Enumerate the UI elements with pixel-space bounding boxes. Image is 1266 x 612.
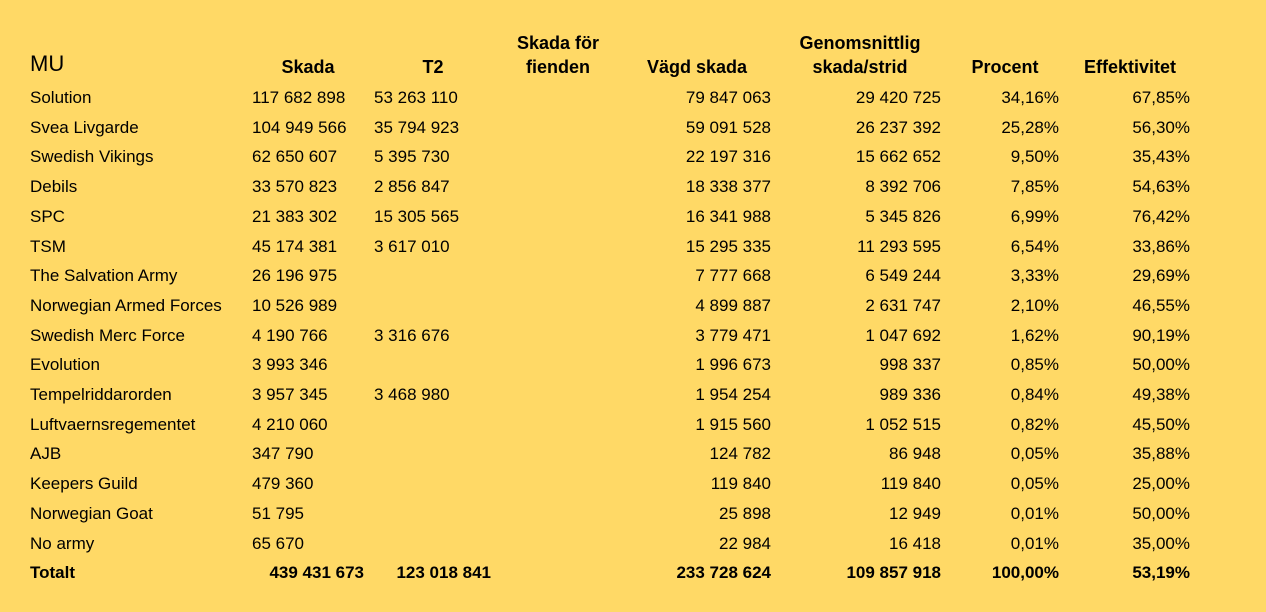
- row-snitt-cell: 5 345 826: [865, 206, 941, 226]
- row-procent-cell: 25,28%: [1001, 117, 1059, 137]
- row-mu-cell: Swedish Merc Force: [30, 325, 185, 345]
- row-t2-cell: 2 856 847: [374, 177, 450, 197]
- row-eff-cell: 50,00%: [1132, 503, 1190, 523]
- row-mu-cell: Svea Livgarde: [30, 117, 139, 137]
- row-mu-cell: TSM: [30, 236, 66, 256]
- row-skada-cell: 62 650 607: [252, 147, 338, 167]
- row-skada-cell: 104 949 566: [252, 117, 347, 137]
- row-eff-cell: 33,86%: [1132, 236, 1190, 256]
- row-snitt-cell: 2 631 747: [865, 295, 941, 315]
- row-procent-cell: 0,84%: [1010, 385, 1059, 404]
- row-vagd-cell: 22 984: [719, 533, 771, 553]
- row-vagd-cell: 1 954 254: [695, 385, 771, 404]
- row-vagd-cell: 16 341 988: [685, 206, 771, 226]
- row-eff-cell: 76,42%: [1132, 206, 1190, 226]
- row-mu-cell: Tempelriddarorden: [30, 385, 172, 404]
- row-mu-cell: Solution: [30, 88, 92, 107]
- header-snitt-line1: Genomsnittlig: [799, 33, 921, 53]
- row-eff-cell: 67,85%: [1132, 88, 1190, 107]
- row-vagd-cell: 4 899 887: [695, 295, 771, 315]
- row-snitt-cell: 16 418: [889, 533, 941, 553]
- row-skada-cell: 26 196 975: [252, 266, 338, 286]
- row-skada-cell: 3 957 345: [252, 385, 328, 404]
- row-snitt-cell: 989 336: [879, 385, 941, 404]
- row-snitt-cell: 998 337: [879, 355, 941, 375]
- row-snitt-cell: 29 420 725: [855, 88, 941, 107]
- row-eff-cell: 35,00%: [1132, 533, 1190, 553]
- row-vagd-cell: 22 197 316: [685, 147, 771, 167]
- row-snitt-cell: 15 662 652: [855, 147, 941, 167]
- header-snitt: [780, 31, 940, 79]
- row-eff-cell: 35,43%: [1132, 147, 1190, 167]
- row-eff-cell: 35,88%: [1132, 444, 1190, 464]
- row-snitt-cell: 119 840: [880, 474, 941, 494]
- row-snitt-cell: 1 052 515: [865, 414, 941, 434]
- row-t2-cell: 53 263 110: [374, 88, 458, 107]
- row-skada-cell: 479 360: [252, 474, 314, 494]
- row-skada-cell: 3 993 346: [252, 355, 328, 375]
- header-fienden-line1: Skada för: [516, 33, 600, 53]
- row-vagd-cell: 7 777 668: [695, 266, 771, 286]
- row-snitt-cell: 1 047 692: [865, 325, 941, 345]
- row-snitt-cell: 8 392 706: [865, 177, 941, 197]
- row-mu-cell: The Salvation Army: [30, 266, 178, 286]
- header-mu: MU: [30, 51, 65, 76]
- row-vagd-cell: 59 091 528: [685, 117, 771, 137]
- row-eff-cell: 90,19%: [1132, 325, 1190, 345]
- row-mu-cell: Norwegian Goat: [30, 503, 153, 523]
- row-mu-cell: Norwegian Armed Forces: [30, 295, 222, 315]
- row-procent-cell: 0,05%: [1010, 474, 1059, 494]
- row-mu-cell: Luftvaernsregementet: [30, 414, 196, 434]
- row-skada-cell: 4 190 766: [252, 325, 328, 345]
- row-eff-cell: 45,50%: [1132, 414, 1190, 434]
- row-mu-cell: Evolution: [30, 355, 100, 375]
- row-t2-cell: 35 794 923: [374, 117, 460, 137]
- total-vagd-cell: 233 728 624: [676, 563, 771, 583]
- row-vagd-cell: 3 779 471: [695, 325, 771, 345]
- row-vagd-cell: 15 295 335: [685, 236, 771, 256]
- row-skada-cell: 51 795: [252, 503, 304, 523]
- row-procent-cell: 1,62%: [1010, 325, 1059, 345]
- row-eff-cell: 46,55%: [1132, 295, 1190, 315]
- row-procent-cell: 6,54%: [1010, 236, 1059, 256]
- header-vagd: Vägd skada: [646, 57, 748, 77]
- row-procent-cell: 6,99%: [1010, 206, 1059, 226]
- header-skada: Skada: [281, 57, 335, 77]
- row-eff-cell: 29,69%: [1132, 266, 1190, 286]
- row-t2-cell: 3 617 010: [374, 236, 450, 256]
- row-skada-cell: 65 670: [252, 533, 304, 553]
- row-vagd-cell: 1 996 673: [695, 355, 771, 375]
- row-mu-cell: Swedish Vikings: [30, 147, 154, 167]
- row-procent-cell: 0,85%: [1010, 355, 1059, 375]
- row-procent-cell: 0,01%: [1010, 533, 1059, 553]
- row-vagd-cell: 1 915 560: [695, 414, 771, 434]
- row-t2-cell: 5 395 730: [374, 147, 450, 167]
- row-snitt-cell: 26 237 392: [855, 117, 941, 137]
- row-eff-cell: 54,63%: [1132, 177, 1190, 197]
- row-mu-cell: AJB: [30, 444, 62, 464]
- row-vagd-cell: 119 840: [710, 474, 771, 494]
- row-skada-cell: 33 570 823: [252, 177, 338, 197]
- row-procent-cell: 0,82%: [1010, 414, 1059, 434]
- row-skada-cell: 45 174 381: [252, 236, 338, 256]
- row-skada-cell: 10 526 989: [252, 295, 338, 315]
- total-procent-cell: 100,00%: [991, 563, 1059, 583]
- row-t2-cell: 15 305 565: [374, 206, 460, 226]
- row-snitt-cell: 6 549 244: [865, 266, 941, 286]
- row-procent-cell: 0,01%: [1010, 503, 1059, 523]
- row-eff-cell: 25,00%: [1132, 474, 1190, 494]
- row-t2-cell: 3 468 980: [374, 385, 450, 404]
- total-t2-cell: 123 018 841: [396, 563, 491, 583]
- header-procent: Procent: [971, 57, 1039, 77]
- row-procent-cell: 0,05%: [1010, 444, 1059, 464]
- row-eff-cell: 56,30%: [1132, 117, 1190, 137]
- row-mu-cell: SPC: [30, 206, 65, 226]
- row-mu-cell: Keepers Guild: [30, 474, 138, 494]
- total-mu-cell: Totalt: [30, 563, 76, 583]
- row-skada-cell: 347 790: [252, 444, 314, 464]
- total-snitt-cell: 109 857 918: [846, 563, 941, 583]
- row-vagd-cell: 79 847 063: [685, 88, 771, 107]
- total-eff-cell: 53,19%: [1132, 563, 1190, 583]
- row-procent-cell: 3,33%: [1010, 266, 1059, 286]
- header-fienden-line2: fienden: [525, 57, 590, 77]
- header-fienden: [498, 31, 618, 79]
- row-vagd-cell: 18 338 377: [685, 177, 771, 197]
- row-procent-cell: 34,16%: [1001, 88, 1059, 107]
- header-eff: Effektivitet: [1083, 57, 1177, 77]
- row-skada-cell: 21 383 302: [252, 206, 338, 226]
- row-snitt-cell: 12 949: [889, 503, 941, 523]
- row-t2-cell: 3 316 676: [374, 325, 450, 345]
- row-snitt-cell: 11 293 595: [857, 236, 941, 256]
- row-procent-cell: 7,85%: [1010, 177, 1059, 197]
- header-t2: T2: [422, 57, 444, 77]
- row-skada-cell: 4 210 060: [252, 414, 328, 434]
- row-snitt-cell: 86 948: [889, 444, 941, 464]
- row-mu-cell: Debils: [30, 177, 78, 197]
- row-procent-cell: 2,10%: [1010, 295, 1059, 315]
- row-procent-cell: 9,50%: [1010, 147, 1059, 167]
- row-mu-cell: No army: [30, 533, 95, 553]
- header-snitt-line2: skada/strid: [812, 57, 908, 77]
- row-eff-cell: 50,00%: [1132, 355, 1190, 375]
- total-skada-cell: 439 431 673: [269, 563, 364, 583]
- row-skada-cell: 117 682 898: [252, 88, 346, 107]
- row-vagd-cell: 25 898: [719, 503, 771, 523]
- row-eff-cell: 49,38%: [1132, 385, 1190, 404]
- row-vagd-cell: 124 782: [709, 444, 771, 464]
